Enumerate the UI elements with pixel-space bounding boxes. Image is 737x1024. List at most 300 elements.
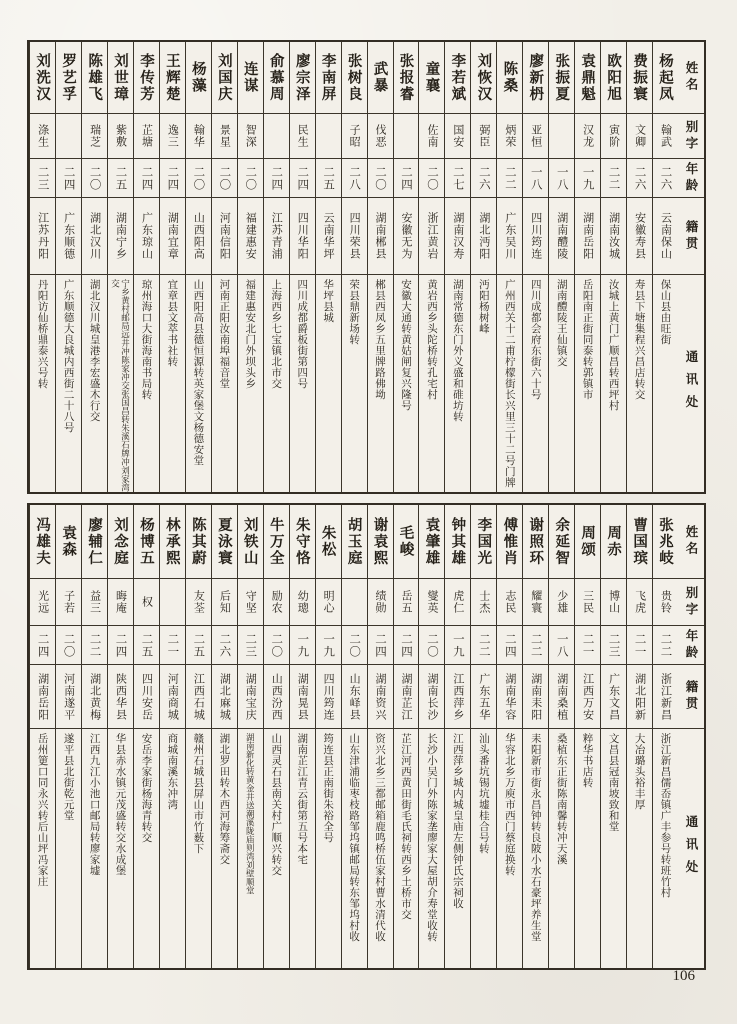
- person-age: 二五: [316, 159, 341, 198]
- person-column: [107, 42, 133, 492]
- person-address: 四川成都爵板街第四号: [296, 279, 309, 389]
- person-age: 二二: [82, 626, 107, 665]
- person-courtesy-name: 亚恒: [523, 114, 548, 159]
- person-address: 江西萍乡城内城皇庙左侧钟氏宗祠收: [451, 733, 464, 909]
- person-address: 琼州海口大街海南书局转: [140, 279, 153, 400]
- person-column: [470, 505, 496, 968]
- person-native-place: 江西万安: [575, 665, 600, 729]
- person-name: 陈其蔚: [186, 505, 211, 579]
- person-courtesy-name: 燮英: [419, 579, 444, 626]
- person-native-place: 湖北沔阳: [471, 198, 496, 275]
- person-address: 华县赤水镇元茂盛转交水成堡: [114, 733, 127, 876]
- person-native-place: 湖南宁乡: [108, 198, 133, 275]
- person-courtesy-name: 飞虎: [627, 579, 652, 626]
- person-column: [29, 42, 55, 492]
- person-address: 汕头番坑锡坑墟桂合号转: [477, 733, 490, 854]
- person-address: 大冶璐头裕丰厚: [633, 733, 646, 810]
- person-name: 陈桑: [497, 42, 522, 114]
- person-column: [289, 505, 315, 968]
- person-courtesy-name: 贵铃: [653, 579, 678, 626]
- person-courtesy-name: [56, 114, 81, 159]
- person-name: 张振夏: [549, 42, 574, 114]
- person-column: [133, 505, 159, 968]
- person-native-place: 湖南汝城: [601, 198, 626, 275]
- person-native-place: 四川安岳: [134, 665, 159, 729]
- person-column: [315, 505, 341, 968]
- person-age: 二六: [471, 159, 496, 198]
- person-address: 湖南新化转黄金井送潮溪陇庙则湾刘壁顺堂: [245, 733, 256, 895]
- person-native-place: 四川华阳: [290, 198, 315, 275]
- person-age: 二五: [186, 626, 211, 665]
- person-native-place: 山西阳高: [186, 198, 211, 275]
- person-name: 刘恢汉: [471, 42, 496, 114]
- person-column: [418, 505, 444, 968]
- person-native-place: 湖南醴陵: [549, 198, 574, 275]
- person-column: [341, 42, 367, 492]
- person-native-place: 湖南资兴: [368, 665, 393, 729]
- person-name: 连谋: [238, 42, 263, 114]
- person-age: 一九: [290, 626, 315, 665]
- person-address: 广州西关十二甫柠檬街长兴里三十二号门牌: [503, 279, 516, 488]
- person-address: 上海西乡七宝镇北市交: [270, 279, 283, 389]
- person-column: [652, 505, 678, 968]
- person-age: 二五: [134, 626, 159, 665]
- person-native-place: 陕西华县: [108, 665, 133, 729]
- person-age: 二五: [108, 159, 133, 198]
- person-column: [55, 42, 81, 492]
- person-address: 筠连县正南街朱裕全号: [322, 733, 335, 843]
- person-courtesy-name: 智深: [238, 114, 263, 159]
- person-age: 二二: [471, 626, 496, 665]
- person-address: 安岳李家街杨海青转交: [140, 733, 153, 843]
- person-address: 华坪县城: [322, 279, 335, 323]
- person-column: [548, 42, 574, 492]
- person-age: 二四: [290, 159, 315, 198]
- person-column: [522, 505, 548, 968]
- person-name: 林承熙: [160, 505, 185, 579]
- person-courtesy-name: 晦庵: [108, 579, 133, 626]
- person-age: 二〇: [238, 159, 263, 198]
- person-column: [81, 42, 107, 492]
- person-age: 二四: [134, 159, 159, 198]
- person-courtesy-name: 伐恶: [368, 114, 393, 159]
- person-native-place: 安徽无为: [394, 198, 419, 275]
- person-column: [522, 42, 548, 492]
- row-label-name: 姓名: [678, 505, 704, 579]
- person-address: 寿县下塘集程兴昌店转交: [633, 279, 646, 400]
- directory-table-bottom: [27, 503, 706, 970]
- person-address: 山东津浦临枣枝路邹坞镇邮局转东邹坞村收: [348, 733, 361, 942]
- person-name: 廖辅仁: [82, 505, 107, 579]
- person-courtesy-name: 博山: [601, 579, 626, 626]
- person-address: 河南正阳汝南埠福音堂: [218, 279, 231, 389]
- person-column: [444, 505, 470, 968]
- person-address: 山西阳高县德恒源转英家堡文杨德安堂: [192, 279, 205, 466]
- person-address: 沔阳杨树峰: [477, 279, 490, 334]
- person-address: 桑植东正街陈南馨转冲天溪: [555, 733, 568, 865]
- person-native-place: 江苏丹阳: [30, 198, 55, 275]
- person-column: [600, 42, 626, 492]
- person-name: 陈雄飞: [82, 42, 107, 114]
- person-column: [133, 42, 159, 492]
- person-name: 刘铁山: [238, 505, 263, 579]
- person-name: 夏泳寰: [212, 505, 237, 579]
- person-name: 冯雄夫: [30, 505, 55, 579]
- person-courtesy-name: 民生: [290, 114, 315, 159]
- person-courtesy-name: 励农: [264, 579, 289, 626]
- person-name: 杨起凤: [653, 42, 678, 114]
- person-column: [159, 42, 185, 492]
- person-native-place: 云南保山: [653, 198, 678, 275]
- person-courtesy-name: 翰武: [653, 114, 678, 159]
- person-age: 二六: [212, 626, 237, 665]
- directory-table-top: [27, 40, 706, 494]
- person-address: 赣州石城县屏山市竹薮下: [192, 733, 205, 854]
- person-native-place: 广东顺德: [56, 198, 81, 275]
- person-age: 二四: [394, 626, 419, 665]
- person-column: [574, 42, 600, 492]
- person-column: [29, 505, 55, 968]
- person-name: 刘念庭: [108, 505, 133, 579]
- person-column: [315, 42, 341, 492]
- person-native-place: 河南遂平: [56, 665, 81, 729]
- row-label-origin: 籍贯: [678, 665, 704, 729]
- person-native-place: 湖南岳阳: [575, 198, 600, 275]
- person-age: 二二: [653, 626, 678, 665]
- person-native-place: 江西石城: [186, 665, 211, 729]
- person-column: [600, 505, 626, 968]
- person-name: 童襄: [419, 42, 444, 114]
- person-native-place: 湖南汉寿: [445, 198, 470, 275]
- person-age: 二〇: [419, 626, 444, 665]
- person-address: 宜章县文萃书社转: [166, 279, 179, 367]
- person-name: 王辉楚: [160, 42, 185, 114]
- person-name: 余延智: [549, 505, 574, 579]
- person-address: 商城南溪东冲湾: [166, 733, 179, 810]
- person-native-place: 广东琼山: [134, 198, 159, 275]
- person-courtesy-name: 明心: [316, 579, 341, 626]
- person-courtesy-name: 文卿: [627, 114, 652, 159]
- person-column: [393, 42, 419, 492]
- person-column: [626, 42, 652, 492]
- row-label-age: 年龄: [678, 626, 704, 665]
- person-courtesy-name: 友荃: [186, 579, 211, 626]
- person-age: 二三: [238, 626, 263, 665]
- person-courtesy-name: 逸三: [160, 114, 185, 159]
- person-native-place: 河南信阳: [212, 198, 237, 275]
- row-label-courtesy: 别字: [678, 114, 704, 159]
- person-address: 湖北汉川城皇港李宏盛木行交: [88, 279, 101, 422]
- person-courtesy-name: 芷塘: [134, 114, 159, 159]
- person-native-place: 湖南岳阳: [30, 665, 55, 729]
- row-label-origin: 籍贯: [678, 198, 704, 275]
- person-courtesy-name: 炳荣: [497, 114, 522, 159]
- person-age: 二〇: [82, 159, 107, 198]
- person-name: 杨藻: [186, 42, 211, 114]
- person-column: [470, 42, 496, 492]
- person-age: 二三: [30, 159, 55, 198]
- row-label-name: 姓名: [678, 42, 704, 114]
- person-name: 刘国庆: [212, 42, 237, 114]
- person-name: 俞慕周: [264, 42, 289, 114]
- row-label-address: 通讯处: [684, 349, 698, 418]
- person-courtesy-name: [316, 114, 341, 159]
- person-age: 一九: [575, 159, 600, 198]
- person-column: [341, 505, 367, 968]
- person-name: 刘世璋: [108, 42, 133, 114]
- person-age: 二四: [368, 626, 393, 665]
- person-column: [496, 505, 522, 968]
- person-native-place: 湖南晃县: [290, 665, 315, 729]
- person-courtesy-name: 寅阶: [601, 114, 626, 159]
- person-age: 二三: [601, 626, 626, 665]
- person-name: 杨博五: [134, 505, 159, 579]
- person-address: 资兴北乡三都邮箱鹿鸣桥伍家村曹水清代收: [374, 733, 387, 942]
- person-age: 一八: [523, 159, 548, 198]
- person-column: [237, 42, 263, 492]
- person-courtesy-name: 三民: [575, 579, 600, 626]
- person-courtesy-name: 光远: [30, 579, 55, 626]
- person-name: 廖宗泽: [290, 42, 315, 114]
- person-name: 张树良: [342, 42, 367, 114]
- person-courtesy-name: 后知: [212, 579, 237, 626]
- person-column: [367, 42, 393, 492]
- person-age: 一八: [549, 626, 574, 665]
- person-age: 二〇: [342, 626, 367, 665]
- person-column: [393, 505, 419, 968]
- person-column: [289, 42, 315, 492]
- person-native-place: 浙江新昌: [653, 665, 678, 729]
- person-column: [263, 42, 289, 492]
- person-name: 牛万全: [264, 505, 289, 579]
- person-column: [107, 505, 133, 968]
- person-address: 保山县由旺街: [659, 279, 672, 345]
- person-age: 二四: [497, 626, 522, 665]
- person-address: 汝城上黄门广顺昌转西坪村: [607, 279, 620, 411]
- person-address: 长沙小吴门外陈家垄廖家大屋胡介寿堂收转: [425, 733, 438, 942]
- person-age: 二七: [445, 159, 470, 198]
- person-courtesy-name: 守坚: [238, 579, 263, 626]
- person-courtesy-name: 权: [134, 579, 159, 626]
- person-column: [185, 505, 211, 968]
- person-native-place: 江西萍乡: [445, 665, 470, 729]
- person-address: 岳阳南正街同泰转郭镇市: [581, 279, 594, 400]
- person-courtesy-name: [549, 114, 574, 159]
- person-column: [211, 505, 237, 968]
- person-name: 钟其雄: [445, 505, 470, 579]
- person-courtesy-name: 虎仁: [445, 579, 470, 626]
- person-column: [418, 42, 444, 492]
- person-courtesy-name: 士杰: [471, 579, 496, 626]
- person-native-place: 湖南郴县: [368, 198, 393, 275]
- person-native-place: 四川筠连: [523, 198, 548, 275]
- person-address: 宁乡黄村邮局远井冲陈家冲交张国昌转朱溪石牌冲刘家湾交: [110, 279, 131, 492]
- person-address: 岳州筻口同永兴转后山坪冯家庄: [36, 733, 49, 887]
- person-native-place: 山东峄县: [342, 665, 367, 729]
- person-address: 丹阳访仙桥鼎泰兴号转: [36, 279, 49, 389]
- person-age: 二一: [160, 626, 185, 665]
- person-column: [652, 42, 678, 492]
- person-column: [444, 42, 470, 492]
- person-age: 二八: [342, 159, 367, 198]
- person-courtesy-name: 少雄: [549, 579, 574, 626]
- person-address: 浙江新昌儒岙镇广丰参号转班竹村: [659, 733, 672, 898]
- person-name: 周颂: [575, 505, 600, 579]
- person-courtesy-name: 瑞芝: [82, 114, 107, 159]
- person-courtesy-name: 子昭: [342, 114, 367, 159]
- person-native-place: 四川筠连: [316, 665, 341, 729]
- person-age: 二一: [627, 626, 652, 665]
- person-address: 福建惠安北门外坝头乡: [244, 279, 257, 389]
- person-native-place: 广东五华: [471, 665, 496, 729]
- person-column: [81, 505, 107, 968]
- person-column: [237, 505, 263, 968]
- person-column: [367, 505, 393, 968]
- person-courtesy-name: 子若: [56, 579, 81, 626]
- person-age: 二四: [160, 159, 185, 198]
- person-name: 胡玉庭: [342, 505, 367, 579]
- person-courtesy-name: [264, 114, 289, 159]
- person-age: 二四: [264, 159, 289, 198]
- person-courtesy-name: 益三: [82, 579, 107, 626]
- person-column: [574, 505, 600, 968]
- person-address: 黄岩西乡头陀桥转孔宅村: [425, 279, 438, 400]
- person-address: 郴县西凤乡五里牌路佛坳: [374, 279, 387, 400]
- person-name: 李若斌: [445, 42, 470, 114]
- person-courtesy-name: 幼璁: [290, 579, 315, 626]
- person-name: 李国光: [471, 505, 496, 579]
- person-address: 湖北罗田转木西河海筹斋交: [218, 733, 231, 865]
- person-native-place: 安徽寿县: [627, 198, 652, 275]
- person-courtesy-name: 国安: [445, 114, 470, 159]
- person-column: [263, 505, 289, 968]
- person-native-place: 江苏青浦: [264, 198, 289, 275]
- person-name: 曹国瑸: [627, 505, 652, 579]
- row-label-courtesy: 别字: [678, 579, 704, 626]
- person-courtesy-name: 绩勋: [368, 579, 393, 626]
- person-address: 湖南醴陵王仙镇交: [555, 279, 568, 367]
- person-age: 一八: [549, 159, 574, 198]
- person-native-place: 广东吴川: [497, 198, 522, 275]
- person-native-place: 河南商城: [160, 665, 185, 729]
- person-address: 湖南常德东门外义盛和碓坊转: [451, 279, 464, 422]
- person-name: 廖新枬: [523, 42, 548, 114]
- person-age: 二二: [523, 626, 548, 665]
- person-age: 二四: [108, 626, 133, 665]
- person-native-place: 湖南华容: [497, 665, 522, 729]
- row-label-address: 通讯处: [684, 814, 698, 883]
- person-native-place: 湖南宜章: [160, 198, 185, 275]
- row-label-column: [678, 42, 704, 492]
- person-name: 朱松: [316, 505, 341, 579]
- person-age: 二〇: [56, 626, 81, 665]
- row-label-column: [678, 505, 704, 968]
- person-native-place: 云南华坪: [316, 198, 341, 275]
- person-address: 江西九江小池口邮局转廖家墟: [88, 733, 101, 876]
- person-courtesy-name: [160, 579, 185, 626]
- person-name: 罗艺孚: [56, 42, 81, 114]
- person-age: 二四: [394, 159, 419, 198]
- person-native-place: 湖北阳新: [627, 665, 652, 729]
- person-column: [55, 505, 81, 968]
- person-age: 一九: [316, 626, 341, 665]
- person-courtesy-name: [342, 579, 367, 626]
- person-native-place: 湖南芷江: [394, 665, 419, 729]
- person-address: 文昌县冠南坡致和堂: [607, 733, 620, 832]
- person-native-place: 湖南长沙: [419, 665, 444, 729]
- person-age: 二二: [601, 159, 626, 198]
- person-column: [548, 505, 574, 968]
- person-age: 二〇: [419, 159, 444, 198]
- person-name: 武暴: [368, 42, 393, 114]
- person-column: [211, 42, 237, 492]
- person-native-place: 湖北黄梅: [82, 665, 107, 729]
- person-age: 二六: [653, 159, 678, 198]
- person-name: 毛峻: [394, 505, 419, 579]
- person-courtesy-name: 岳五: [394, 579, 419, 626]
- person-courtesy-name: [394, 114, 419, 159]
- person-courtesy-name: 翰华: [186, 114, 211, 159]
- person-address: 安徽大通转黄姑闸复兴隆号: [400, 279, 412, 411]
- person-courtesy-name: 志民: [497, 579, 522, 626]
- person-age: 一九: [445, 626, 470, 665]
- page-number: 106: [672, 968, 695, 984]
- person-age: 二一: [575, 626, 600, 665]
- person-column: [496, 42, 522, 492]
- person-name: 欧阳旭: [601, 42, 626, 114]
- person-age: 二〇: [212, 159, 237, 198]
- person-native-place: 山西汾西: [264, 665, 289, 729]
- person-name: 李传芳: [134, 42, 159, 114]
- person-address: 芷江河西黄田街毛氏祠转西乡土桥市交: [400, 733, 412, 920]
- person-address: 耒阳新市街永昌钟转良陂小水石豪坪养生堂: [529, 733, 542, 942]
- person-native-place: 湖南桑植: [549, 665, 574, 729]
- person-name: 谢袁熙: [368, 505, 393, 579]
- person-age: 二〇: [368, 159, 393, 198]
- person-courtesy-name: 弼臣: [471, 114, 496, 159]
- person-column: [159, 505, 185, 968]
- person-native-place: 福建惠安: [238, 198, 263, 275]
- person-native-place: 湖南耒阳: [523, 665, 548, 729]
- person-native-place: 四川荣县: [342, 198, 367, 275]
- person-age: 二六: [627, 159, 652, 198]
- person-name: 费振寰: [627, 42, 652, 114]
- person-column: [626, 505, 652, 968]
- directory-sheet: [27, 40, 706, 970]
- person-name: 周赤: [601, 505, 626, 579]
- person-age: 二〇: [264, 626, 289, 665]
- person-column: [185, 42, 211, 492]
- person-native-place: 广东文昌: [601, 665, 626, 729]
- person-courtesy-name: 耀寰: [523, 579, 548, 626]
- person-native-place: 湖北汉川: [82, 198, 107, 275]
- person-name: 李南屏: [316, 42, 341, 114]
- person-name: 刘洗汉: [30, 42, 55, 114]
- person-address: 遂平县北街乾元堂: [62, 733, 75, 821]
- person-address: 广东顺德大良城内西街二十八号: [62, 279, 75, 433]
- person-age: 二四: [56, 159, 81, 198]
- row-label-age: 年龄: [678, 159, 704, 198]
- person-address: 粹华书店转: [581, 733, 594, 788]
- person-courtesy-name: 紫敷: [108, 114, 133, 159]
- person-age: 二四: [30, 626, 55, 665]
- person-age: 二二: [497, 159, 522, 198]
- person-address: 山西灵石县南关村广顺兴转交: [270, 733, 283, 876]
- person-courtesy-name: 汉龙: [575, 114, 600, 159]
- person-name: 谢照环: [523, 505, 548, 579]
- person-native-place: 湖北麻城: [212, 665, 237, 729]
- person-address: 四川成都会府东街六十号: [529, 279, 542, 400]
